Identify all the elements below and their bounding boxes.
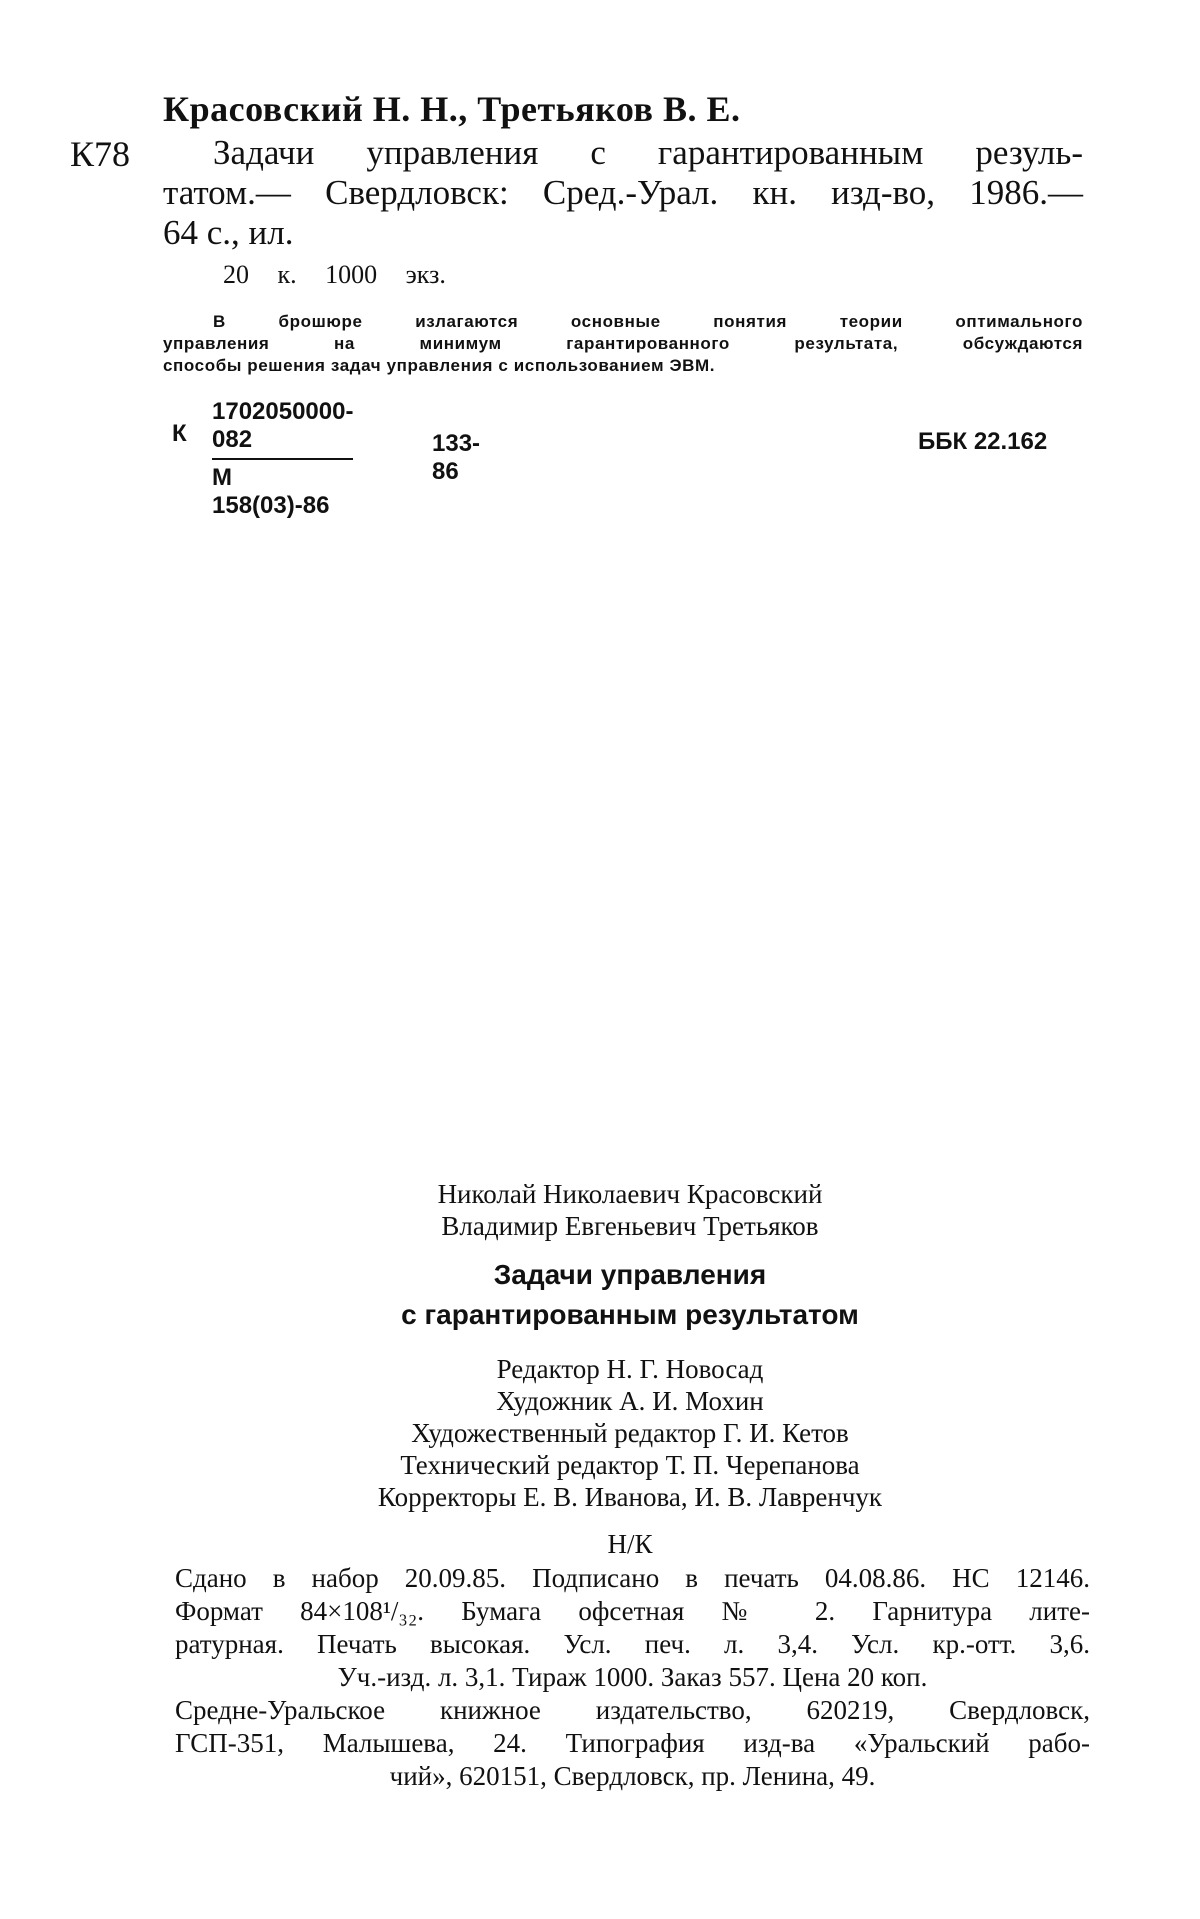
- staff-line: Технический редактор Т. П. Черепанова: [400, 1450, 860, 1480]
- k-denominator: М 158(03)-86: [212, 464, 330, 519]
- annotation-line: татом.— Свердловск: Сред.-Урал. кн. изд-во, 1986.—: [163, 173, 1083, 212]
- staff-line: Художник А. И. Мохин: [496, 1386, 764, 1416]
- imprint-line: Средне-Уральское книжное издательство, 620219, Свердловск,: [175, 1695, 1090, 1725]
- abstract-line: способы решения задач управления с использованием ЭВМ.: [163, 356, 716, 375]
- imprint-line: Формат 84×108¹/₃₂. Бумага офсетная № 2. Гарнитура лите-: [175, 1596, 1090, 1626]
- abstract-line: управления на минимум гарантированного результата, обсуждаются: [163, 334, 1083, 353]
- k-letter: К: [172, 420, 187, 447]
- imprint-line: Сдано в набор 20.09.85. Подписано в печать 04.08.86. НС 12146.: [175, 1563, 1090, 1593]
- k-numerator: 1702050000-082: [212, 398, 353, 460]
- book-title: Задачи управления: [493, 1259, 767, 1290]
- imprint-line: чий», 620151, Свердловск, пр. Ленина, 49.: [389, 1761, 876, 1791]
- classification-code: К78: [70, 134, 131, 174]
- author-full-name: Николай Николаевич Красовский: [437, 1179, 823, 1209]
- author-full-name: Владимир Евгеньевич Третьяков: [441, 1211, 819, 1241]
- book-title: с гарантированным результатом: [401, 1299, 859, 1330]
- staff-line: Корректоры Е. В. Иванова, И. В. Лавренчук: [377, 1482, 883, 1512]
- k-suffix: 133-86: [432, 430, 481, 485]
- imprint-line: ГСП-351, Малышева, 24. Типография изд-ва «Уральский рабо-: [175, 1728, 1090, 1758]
- authors-line: Красовский Н. Н., Третьяков В. Е.: [163, 89, 741, 129]
- annotation-line: 64 с., ил.: [163, 213, 294, 252]
- imprint-line: Уч.-изд. л. 3,1. Тираж 1000. Заказ 557. Цена 20 коп.: [337, 1662, 928, 1692]
- staff-line: Художественный редактор Г. И. Кетов: [411, 1418, 849, 1448]
- imprint-line: ратурная. Печать высокая. Усл. печ. л. 3,4. Усл. кр.-отт. 3,6.: [175, 1629, 1090, 1659]
- price-and-copies: 20 к. 1000 экз.: [223, 260, 446, 289]
- staff-line: Редактор Н. Г. Новосад: [496, 1354, 764, 1384]
- k-fraction: [212, 398, 353, 520]
- nk-mark: Н/К: [607, 1529, 653, 1559]
- bbk-code: ББК 22.162: [918, 428, 1048, 455]
- annotation-line: Задачи управления с гарантированным резуль-: [213, 133, 1083, 172]
- abstract-line: В брошюре излагаются основные понятия теории оптимального: [213, 312, 1083, 331]
